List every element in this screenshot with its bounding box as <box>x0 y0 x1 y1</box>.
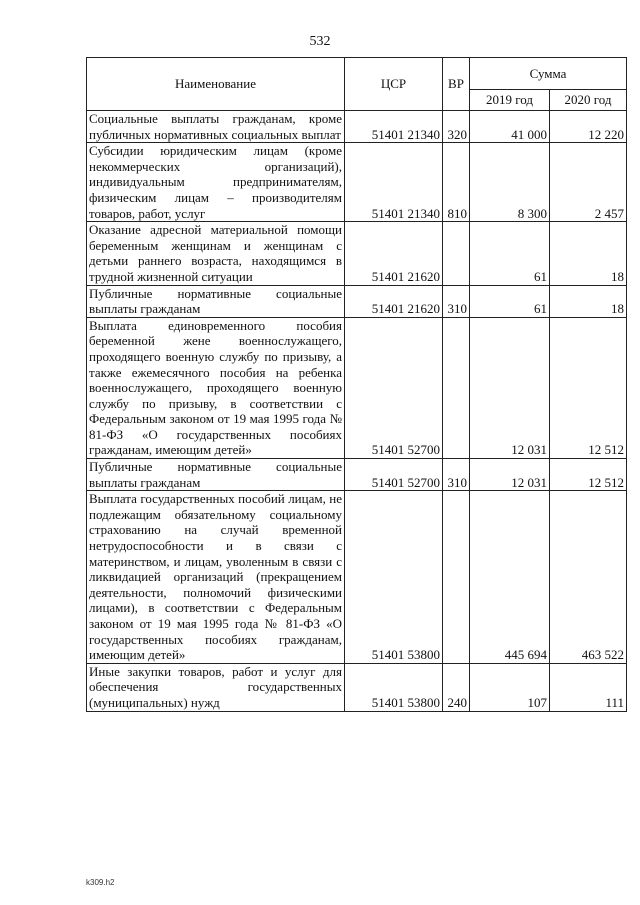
row-vr: 810 <box>443 143 470 222</box>
row-vr: 320 <box>443 111 470 143</box>
row-amount-2019: 61 <box>470 285 550 317</box>
row-vr <box>443 222 470 285</box>
row-amount-2019: 12 031 <box>470 459 550 491</box>
table-row <box>87 459 627 491</box>
header-name: Наименование <box>87 58 345 111</box>
table-row <box>87 143 627 222</box>
table-row <box>87 317 627 458</box>
row-name: Оказание адресной материальной помощи беременным женщинам и женщинам с детьми раннего возраста, находящимся в трудной жизненной ситуации <box>87 222 345 285</box>
row-amount-2020: 111 <box>550 663 627 711</box>
row-amount-2020: 18 <box>550 222 627 285</box>
row-amount-2020: 18 <box>550 285 627 317</box>
table-row <box>87 111 627 143</box>
row-vr: 310 <box>443 459 470 491</box>
row-name: Социальные выплаты гражданам, кроме публичных нормативных социальных выплат <box>87 111 345 143</box>
header-year-2020: 2020 год <box>550 89 627 110</box>
row-csr: 51401 21620 <box>345 285 443 317</box>
row-name: Выплата единовременного пособия беременной жене военнослужащего, проходящего военную службу по призыву, а также ежемесячного пособия на ребенка военнослужащего, проходящего военную службу по призыву, в соответствии с Федеральным законом от 19 мая 1995 года № 81-ФЗ «О государственных пособиях гражданам, имеющим детей» <box>87 317 345 458</box>
header-year-2019: 2019 год <box>470 89 550 110</box>
row-csr: 51401 52700 <box>345 459 443 491</box>
row-amount-2019: 8 300 <box>470 143 550 222</box>
row-csr: 51401 21340 <box>345 111 443 143</box>
row-name: Субсидии юридическим лицам (кроме некоммерческих организаций), индивидуальным предпринимателям, физическим лицам – производителям товаров, работ, услуг <box>87 143 345 222</box>
table-row <box>87 663 627 711</box>
row-amount-2020: 12 512 <box>550 317 627 458</box>
table-body <box>87 111 627 712</box>
row-amount-2020: 2 457 <box>550 143 627 222</box>
page-number: 532 <box>309 34 331 49</box>
row-vr: 240 <box>443 663 470 711</box>
row-amount-2019: 61 <box>470 222 550 285</box>
row-amount-2019: 445 694 <box>470 491 550 664</box>
row-csr: 51401 21620 <box>345 222 443 285</box>
table-row <box>87 491 627 664</box>
table-header <box>87 58 627 111</box>
row-amount-2020: 12 512 <box>550 459 627 491</box>
row-vr: 310 <box>443 285 470 317</box>
row-name: Публичные нормативные социальные выплаты гражданам <box>87 459 345 491</box>
row-vr <box>443 317 470 458</box>
document-code: k309.h2 <box>86 878 115 887</box>
row-amount-2020: 12 220 <box>550 111 627 143</box>
row-vr <box>443 491 470 664</box>
header-vr: ВР <box>443 58 470 111</box>
row-amount-2019: 12 031 <box>470 317 550 458</box>
row-name: Иные закупки товаров, работ и услуг для обеспечения государственных (муниципальных) нужд <box>87 663 345 711</box>
budget-table <box>86 57 627 712</box>
row-amount-2019: 41 000 <box>470 111 550 143</box>
header-sum: Сумма <box>470 58 627 90</box>
table-row <box>87 285 627 317</box>
row-csr: 51401 53800 <box>345 663 443 711</box>
header-csr: ЦСР <box>345 58 443 111</box>
row-csr: 51401 52700 <box>345 317 443 458</box>
table-row <box>87 222 627 285</box>
row-amount-2019: 107 <box>470 663 550 711</box>
row-name: Публичные нормативные социальные выплаты гражданам <box>87 285 345 317</box>
row-csr: 51401 21340 <box>345 143 443 222</box>
row-csr: 51401 53800 <box>345 491 443 664</box>
row-amount-2020: 463 522 <box>550 491 627 664</box>
row-name: Выплата государственных пособий лицам, не подлежащим обязательному социальному страхованию на случай временной нетрудоспособности и в связи с материнством, и лицам, уволенным в связи с ликвидацией организаций (прекращением деятельности, полномочий физическими лицами), в соответствии с Федеральным законом от 19 мая 1995 года № 81-ФЗ «О государственных пособиях гражданам, имеющим детей» <box>87 491 345 664</box>
